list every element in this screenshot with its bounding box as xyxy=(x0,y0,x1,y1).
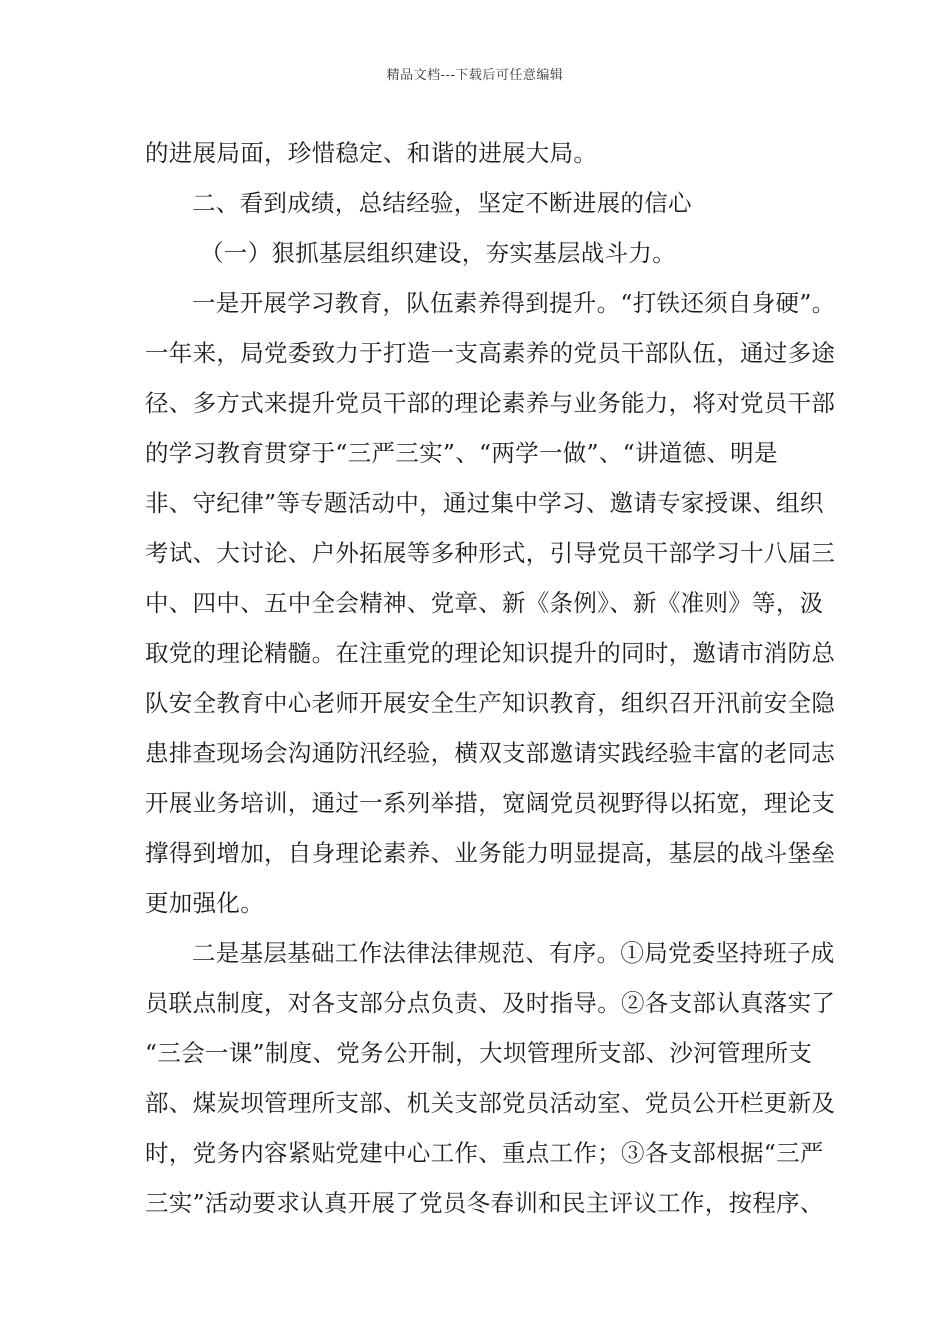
text-line: 二是基层基础工作法律法律规范、有序。①局党委坚持班子成 xyxy=(192,939,835,967)
text-line: （一）狠抓基层组织建设，夯实基层战斗力。 xyxy=(200,239,676,267)
text-line: 队安全教育中心老师开展安全生产知识教育，组织召开汛前安全隐 xyxy=(145,689,836,717)
text-line: 径、多方式来提升党员干部的理论素养与业务能力，将对党员干部 xyxy=(145,389,836,417)
text-line: 中、四中、五中全会精神、党章、新《条例》、新《准则》等，汲 xyxy=(145,589,824,617)
paragraph-study-education xyxy=(145,278,836,928)
text-line: 一年来，局党委致力于打造一支高素养的党员干部队伍，通过多途 xyxy=(145,339,836,367)
page-header: 精品文档---下载后可任意编辑 xyxy=(386,68,564,83)
text-line: 一是开展学习教育，队伍素养得到提升。“打铁还须自身硬”。 xyxy=(192,289,836,317)
text-line: 取党的理论精髓。在注重党的理论知识提升的同时，邀请市消防总 xyxy=(145,639,836,667)
subsection-heading xyxy=(145,228,817,278)
text-line: 的进展局面，珍惜稳定、和谐的进展大局。 xyxy=(145,139,598,167)
text-line: 二、看到成绩，总结经验，坚定不断进展的信心 xyxy=(192,189,692,217)
text-line: “三会一课”制度、党务公开制，大坝管理所支部、沙河管理所支 xyxy=(145,1039,813,1067)
text-line: 撑得到增加，自身理论素养、业务能力明显提高，基层的战斗堡垒 xyxy=(145,839,836,867)
paragraph-grassroots-work xyxy=(145,928,836,1228)
text-line: 非、守纪律”等专题活动中，通过集中学习、邀请专家授课、组织 xyxy=(145,489,824,517)
text-line: 时，党务内容紧贴党建中心工作、重点工作；③各支部根据“三严 xyxy=(145,1139,824,1167)
text-line: 考试、大讨论、户外拓展等多种形式，引导党员干部学习十八届三 xyxy=(145,539,836,567)
text-line: 开展业务培训，通过一系列举措，宽阔党员视野得以拓宽，理论支 xyxy=(145,789,836,817)
section-heading xyxy=(145,178,817,228)
text-line: 更加强化。 xyxy=(145,889,264,917)
text-line: 员联点制度，对各支部分点负责、及时指导。②各支部认真落实了 xyxy=(145,989,836,1017)
text-line: 患排查现场会沟通防汛经验，横双支部邀请实践经验丰富的老同志 xyxy=(145,739,836,767)
text-line: 三实”活动要求认真开展了党员冬春训和民主评议工作，按程序、 xyxy=(145,1189,824,1217)
document-body xyxy=(145,128,836,1228)
text-line: 的学习教育贯穿于“三严三实”、“两学一做”、“讲道德、明是 xyxy=(145,439,778,467)
paragraph-continuation xyxy=(145,128,817,178)
text-line: 部、煤炭坝管理所支部、机关支部党员活动室、党员公开栏更新及 xyxy=(145,1089,836,1117)
